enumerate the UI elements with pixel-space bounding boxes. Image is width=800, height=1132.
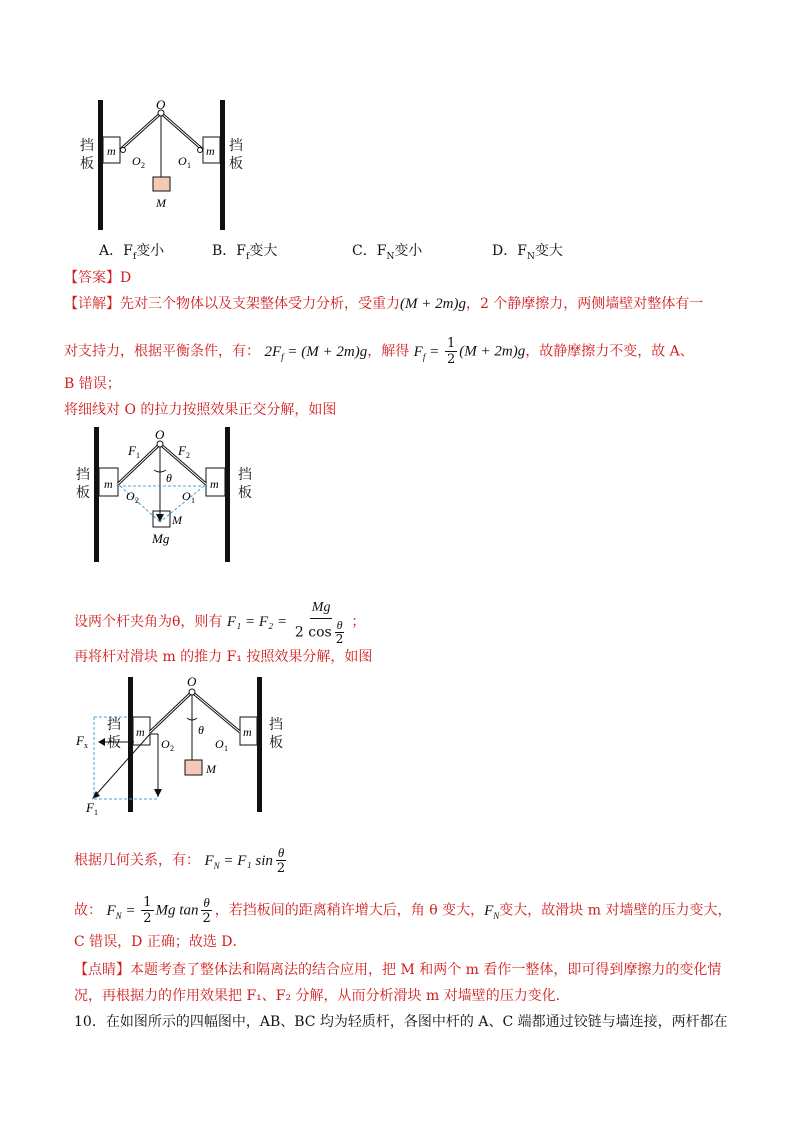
option-c: C．$F_N$变小 bbox=[352, 243, 423, 262]
fig3-label-M: M bbox=[206, 762, 216, 776]
detail-line-3: B 错误； bbox=[64, 376, 121, 392]
fig2-board-left: 挡板 bbox=[76, 467, 90, 501]
option-a: A．$F_f$变小 bbox=[99, 243, 165, 262]
fig2-label-theta: θ bbox=[166, 471, 172, 485]
option-d: D．$F_N$变大 bbox=[492, 243, 563, 262]
label-O1-sub: 1 bbox=[187, 161, 191, 170]
fig2-label-Mg: Mg bbox=[152, 531, 170, 546]
answer-line: 【答案】D bbox=[64, 270, 132, 286]
fig3-label-O2: O bbox=[161, 737, 170, 751]
fig3-label-Fx: F bbox=[76, 733, 84, 748]
fig2-label-F1: F bbox=[128, 443, 136, 458]
fig3-label-O1: O bbox=[215, 737, 224, 751]
geometry-line: 根据几何关系，有： $F_N = F_1$ sin $\frac{\theta}{2}$ bbox=[74, 845, 286, 876]
question-10: 10．在如图所示的四幅图中，AB、BC 均为轻质杆，各图中杆的 A、C 端都通过铰链与墙连接，两杆都在 bbox=[74, 1014, 728, 1030]
label-O: O bbox=[156, 97, 166, 112]
fig2-board-right: 挡板 bbox=[238, 467, 252, 501]
fig2-label-O2: O bbox=[126, 489, 135, 503]
svg-text:1: 1 bbox=[136, 451, 140, 460]
svg-text:1: 1 bbox=[224, 744, 228, 753]
label-O2-sub: 2 bbox=[141, 161, 145, 170]
fig3-board-left: 挡板 bbox=[107, 717, 121, 751]
label-m-left: m bbox=[107, 144, 116, 158]
comment-line-1: 【点睛】本题考查了整体法和隔离法的结合应用，把 M 和两个 m 看作一整体，即可得到摩擦力的变化情 bbox=[74, 962, 722, 978]
fig3-label-m-left: m bbox=[136, 725, 145, 739]
fig2-label-O: O bbox=[155, 427, 165, 442]
fig3-label-theta: θ bbox=[198, 723, 204, 737]
conclusion-line-1: 故： $F_N$ = $\frac{1}{2}$ Mg tan $\frac{\theta}{2}$ ，若挡板间的距离稍许增大后，角 θ 变大，$F_N$变大，故滑块 m 对墙壁的压力变大， bbox=[74, 895, 732, 926]
fig3-board-right: 挡板 bbox=[269, 717, 283, 751]
svg-text:2: 2 bbox=[135, 496, 139, 505]
board-label-right: 挡板 bbox=[229, 138, 243, 172]
detail-line-1: 【详解】先对三个物体以及支架整体受力分析，受重力(M + 2m)g，2 个静摩擦力，两侧墙壁对整体有一 bbox=[64, 296, 704, 312]
label-M: M bbox=[156, 196, 166, 210]
svg-text:2: 2 bbox=[170, 744, 174, 753]
svg-text:2: 2 bbox=[186, 451, 190, 460]
conclusion-line-2: C 错误，D 正确；故选 D． bbox=[74, 934, 247, 950]
detail-line-2: 对支持力，根据平衡条件，有： $2F_f = (M + 2m)g$，解得 $F_f$ = $\frac{1}{2}$ (M + 2m)g，故静摩擦力不变，故 A、 bbox=[64, 336, 694, 367]
option-b: B．$F_f$变大 bbox=[212, 243, 278, 262]
angle-equation-line: 设两个杆夹角为θ，则有 F₁ = F₂ = Mg 2 cos $\frac{\theta}{2}$ ； bbox=[74, 600, 366, 646]
label-O1: O bbox=[178, 154, 187, 168]
svg-text:1: 1 bbox=[94, 808, 98, 817]
decompose-line: 再将杆对滑块 m 的推力 F₁ 按照效果分解，如图 bbox=[74, 649, 373, 665]
fig2-label-O1: O bbox=[182, 489, 191, 503]
label-O2: O bbox=[132, 154, 141, 168]
fig3-label-m-right: m bbox=[243, 725, 252, 739]
fig3-label-F1: F bbox=[86, 800, 94, 815]
label-m-right: m bbox=[206, 144, 215, 158]
svg-text:x: x bbox=[84, 741, 88, 750]
detail-line-4: 将细线对 O 的拉力按照效果正交分解，如图 bbox=[64, 402, 337, 418]
svg-text:1: 1 bbox=[191, 496, 195, 505]
fig2-label-M: M bbox=[172, 513, 182, 527]
fig3-label-O: O bbox=[187, 674, 197, 689]
board-label-left: 挡板 bbox=[80, 138, 94, 172]
fig2-label-m-left: m bbox=[104, 477, 113, 491]
fig2-label-m-right: m bbox=[210, 477, 219, 491]
comment-line-2: 况，再根据力的作用效果把 F₁、F₂ 分解，从而分析滑块 m 对墙壁的压力变化． bbox=[74, 988, 570, 1004]
fig2-label-F2: F bbox=[178, 443, 186, 458]
